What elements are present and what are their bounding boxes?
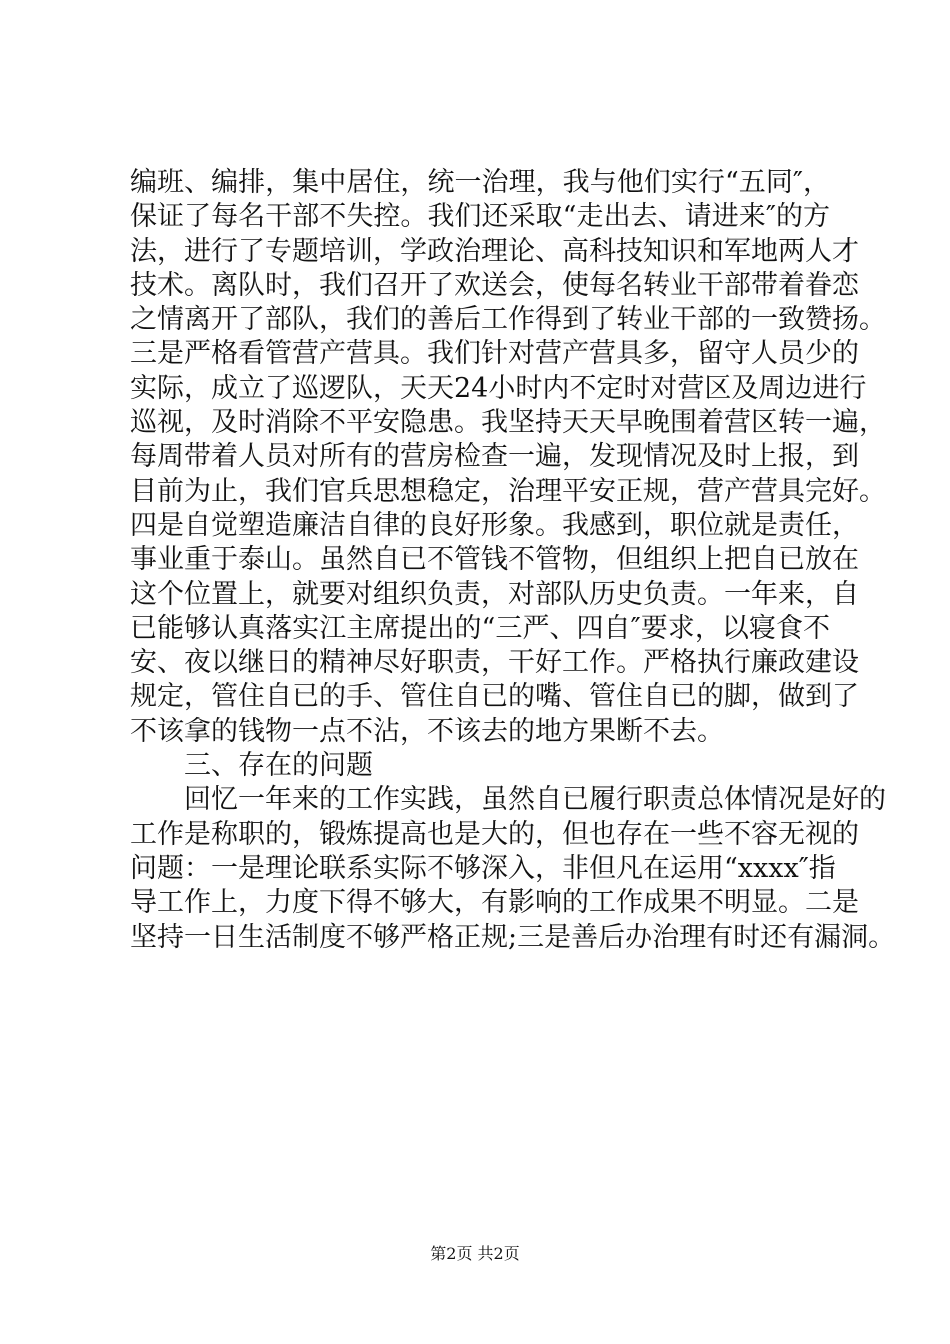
text-line: 事业重于泰山。虽然自已不管钱不管物，但组织上把自已放在 — [130, 544, 859, 576]
text-line: 安、夜以继日的精神尽好职责，干好工作。严格执行廉政建设 — [130, 647, 859, 679]
text-line: 规定，管住自已的手、管住自已的嘴、管住自已的脚，做到了 — [130, 681, 859, 713]
text-line: 之情离开了部队，我们的善后工作得到了转业干部的一致赞扬。 — [130, 304, 886, 336]
text-line: 坚持一日生活制度不够严格正规;三是善后办治理有时还有漏洞。 — [130, 921, 896, 953]
text-line: 巡视，及时消除不平安隐患。我坚持天天早晚围着营区转一遍， — [130, 407, 886, 439]
text-line: 保证了每名干部不失控。我们还采取“走出去、请进来″的方 — [130, 201, 830, 233]
text-line: 技术。离队时，我们召开了欢送会，使每名转业干部带着眷恋 — [130, 269, 859, 301]
text-line: 问题：一是理论联系实际不够深入，非但凡在运用“xxxx″指 — [130, 852, 836, 884]
text-line: 编班、编排，集中居住，统一治理，我与他们实行“五同″， — [130, 167, 830, 198]
text-line: 这个位置上，就要对组织负责，对部队历史负责。一年来，自 — [130, 578, 859, 610]
text-line: 已能够认真落实江主席提出的“三严、四自″要求，以寝食不 — [130, 612, 830, 644]
text-line: 导工作上，力度下得不够大，有影响的工作成果不明显。二是 — [130, 887, 859, 919]
text-line: 不该拿的钱物一点不沾，不该去的地方果断不去。 — [130, 715, 724, 747]
text-line: 实际，成立了巡逻队，天天24小时内不定时对营区及周边进行 — [130, 372, 867, 404]
text-line: 四是自觉塑造廉洁自律的良好形象。我感到，职位就是责任， — [130, 509, 859, 541]
text-line: 工作是称职的，锻炼提高也是大的，但也存在一些不容无视的 — [130, 818, 859, 850]
text-line: 每周带着人员对所有的营房检查一遍，发现情况及时上报，到 — [130, 441, 859, 473]
text-line: 目前为止，我们官兵思想稳定，治理平安正规，营产营具完好。 — [130, 475, 886, 507]
section-heading: 三、存在的问题 — [184, 750, 373, 782]
page-number-label: 第2页 共2页 — [430, 1244, 520, 1263]
page-footer — [0, 1244, 950, 1264]
text-line: 回忆一年来的工作实践，虽然自已履行职责总体情况是好的 — [184, 784, 886, 816]
text-line: 三是严格看管营产营具。我们针对营产营具多，留守人员少的 — [130, 338, 859, 370]
document-body — [130, 166, 896, 955]
text-line: 法，进行了专题培训，学政治理论、高科技知识和军地两人才 — [130, 235, 859, 267]
